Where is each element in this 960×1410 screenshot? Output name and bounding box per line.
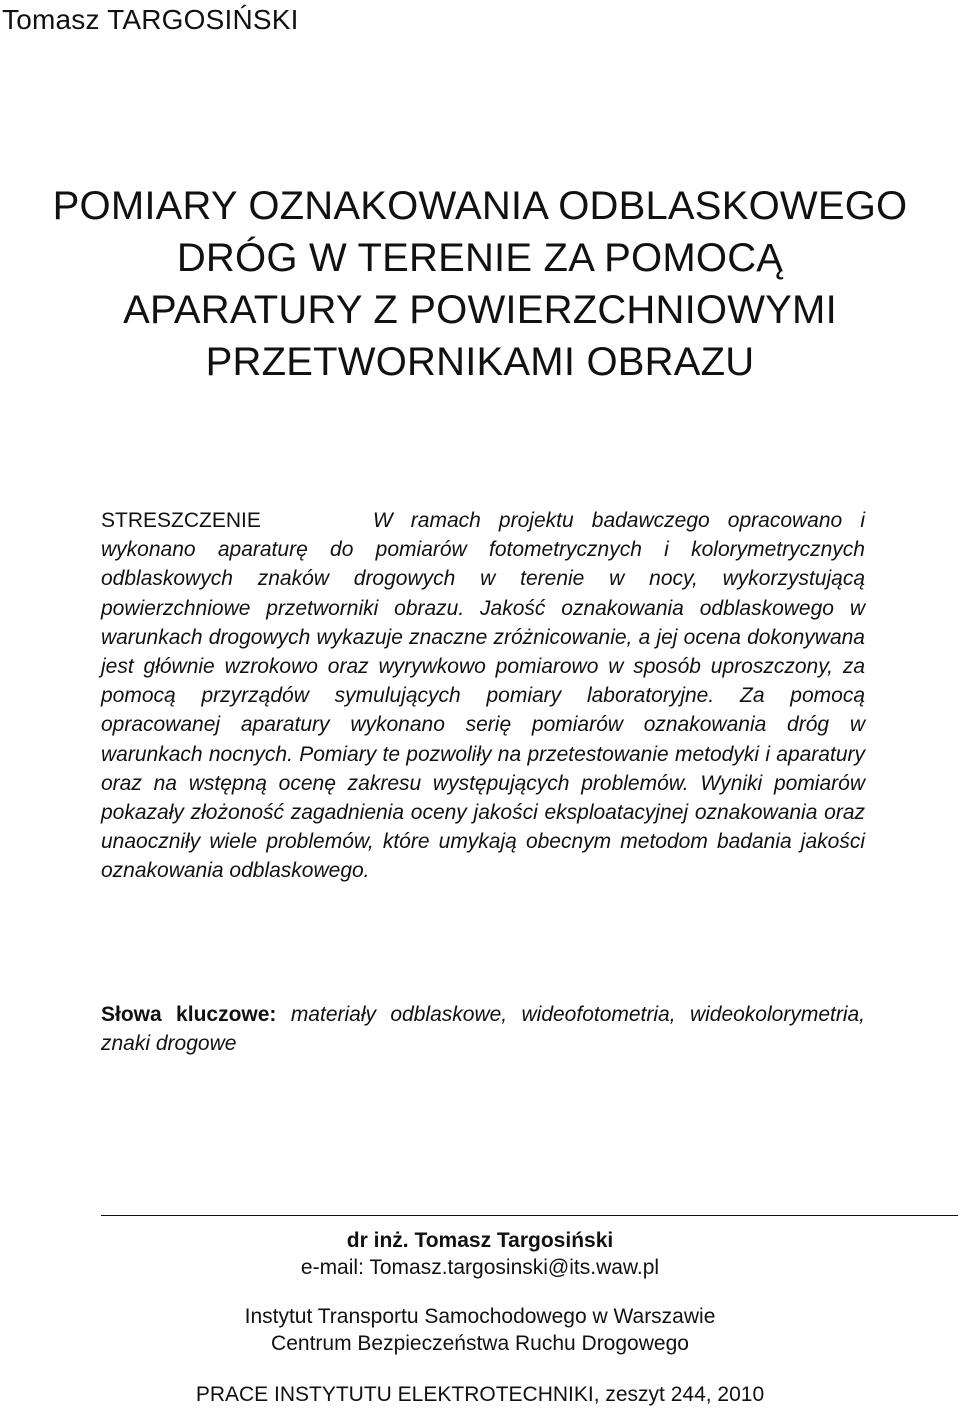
keywords-label: Słowa kluczowe: bbox=[101, 1003, 277, 1026]
paper-title bbox=[30, 180, 930, 388]
abstract-label: STRESZCZENIE bbox=[101, 509, 261, 532]
footer-block bbox=[0, 1227, 960, 1408]
title-line-4: PRZETWORNIKAMI OBRAZU bbox=[205, 340, 755, 384]
title-line-2: DRÓG W TERENIE ZA POMOCĄ bbox=[176, 236, 784, 280]
header-author: Tomasz TARGOSIŃSKI bbox=[2, 4, 299, 35]
title-line-3: APARATURY Z POWIERZCHNIOWYMI bbox=[123, 288, 837, 332]
footer-divider bbox=[101, 1215, 958, 1216]
abstract-paragraph bbox=[101, 506, 865, 886]
footer-author-name: dr inż. Tomasz Targosiński bbox=[346, 1229, 614, 1252]
footer-journal: PRACE INSTYTUTU ELEKTROTECHNIKI, zeszyt 244, 2010 bbox=[195, 1383, 765, 1406]
footer-email: e-mail: Tomasz.targosinski@its.waw.pl bbox=[300, 1256, 660, 1279]
keywords-paragraph bbox=[101, 1000, 865, 1058]
footer-institute: Instytut Transportu Samochodowego w Warszawie bbox=[244, 1305, 716, 1328]
abstract-text: W ramach projektu badawczego opracowano i wykonano aparaturę do pomiarów fotometrycznych i kolorymetrycznych odblaskowych znaków drogowych w terenie w nocy, wykorzystującą powierzchniowe przetworniki obrazu. Jakość oznakowania odblaskowego w warunkach drogowych wykazuje znaczne zróżnicowanie, a jej ocena dokonywana jest głównie wzrokowo oraz wyrywkowo pomiarowo w sposób uproszczony, za pomocą przyrządów symulujących pomiary laboratoryjne. Za pomocą opracowanej aparatury wykonano serię pomiarów oznakowania dróg w warunkach nocnych. Pomiary te pozwoliły na przetestowanie metodyki i aparatury oraz na wstępną ocenę zakresu występujących problemów. Wyniki pomiarów pokazały złożoność zagadnienia oceny jakości eksploatacyjnej oznakowania oraz unaoczniły wiele problemów, które umykają obecnym metodom badania jakości oznakowania odblaskowego. bbox=[101, 509, 865, 883]
title-line-1: POMIARY OZNAKOWANIA ODBLASKOWEGO bbox=[52, 184, 908, 228]
keywords-text: materiały odblaskowe, wideofotometria, wideokolorymetria, znaki drogowe bbox=[101, 1003, 866, 1056]
footer-department: Centrum Bezpieczeństwa Ruchu Drogowego bbox=[271, 1332, 689, 1355]
